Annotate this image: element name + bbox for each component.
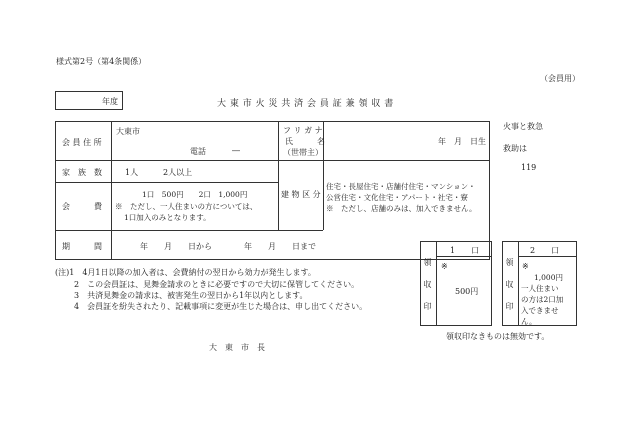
householder-label: （世帯主） <box>283 148 323 157</box>
member-copy-label: （会員用） <box>540 74 580 83</box>
note-3: 3 共済見舞金の請求は、被害発生の翌日から1年以内とします。 <box>74 291 308 300</box>
receipt-1-amount: 500円 <box>455 287 479 296</box>
period-from[interactable]: 年 月 日から <box>140 242 212 251</box>
receipt-2-side-label: 領収印 <box>505 258 514 324</box>
note-2: 2 この会員証は、見舞金請求のときに必要ですので大切に保管してください。 <box>74 280 360 289</box>
emergency-line-1: 火事と救急 <box>503 122 543 131</box>
receipt-2-line: ん。 <box>521 317 537 326</box>
family-option-2[interactable]: 2人以上 <box>163 168 193 177</box>
mayor-signature: 大 東 市 長 <box>209 343 265 352</box>
fee-options[interactable]: 1口 500円 2口 1,000円 <box>142 190 248 199</box>
family-option-1[interactable]: 1人 <box>125 168 139 177</box>
building-label: 建 物 区 分 <box>281 190 321 199</box>
building-types-2[interactable]: 公営住宅・文化住宅・アパート・社宅・寮 <box>326 193 468 202</box>
family-label: 家 族 数 <box>62 168 102 177</box>
note-4: 4 会員証を紛失されたり、記載事項に変更が生じた場合は、申し出てください。 <box>74 302 368 311</box>
emergency-line-2: 救助は <box>503 144 527 153</box>
year-box[interactable] <box>55 91 123 110</box>
address-city[interactable]: 大東市 <box>116 127 140 136</box>
receipt-2-line: の方は2口加 <box>521 295 564 304</box>
fee-note-1: ※ ただし、一人住まいの方については、 <box>115 202 258 211</box>
furigana-label: フ リ ガ ナ <box>283 126 323 135</box>
emergency-number: 119 <box>521 163 537 172</box>
receipt-2-header: 2 口 <box>530 246 560 255</box>
receipt-validity-note: 領収印なきものは無効です。 <box>446 332 550 341</box>
receipt-2-line: 一人住まい <box>521 284 559 293</box>
receipt-1-mark: ※ <box>441 262 448 271</box>
year-label: 年度 <box>102 97 118 106</box>
fee-note-2: 1口加入のみとなります。 <box>124 213 211 222</box>
birth-date[interactable]: 年 月 日生 <box>438 137 486 146</box>
receipt-2-mark: ※ <box>522 262 529 271</box>
form-number: 様式第2号（第4条関係） <box>56 57 147 66</box>
building-types-1[interactable]: 住宅・長屋住宅・店舗付住宅・マンション・ <box>326 182 476 191</box>
receipt-1-header: 1 口 <box>450 246 480 255</box>
note-1: (注)1 4月1日以降の加入者は、会費納付の翌日から効力が発生します。 <box>55 268 316 277</box>
period-label: 期 間 <box>62 242 102 251</box>
phone-dash[interactable]: ― <box>232 146 240 155</box>
receipt-1-side-label: 領収印 <box>423 258 432 324</box>
document-title: 大 東 市 火 災 共 済 会 員 証 兼 領 収 書 <box>217 99 394 109</box>
receipt-2-line: 入できませ <box>521 306 559 315</box>
building-note: ※ ただし、店舗のみは、加入できません。 <box>326 204 477 213</box>
phone-label: 電話 <box>190 147 206 156</box>
address-label: 会 員 住 所 <box>62 138 102 147</box>
name-label: 氏 名 <box>285 137 325 146</box>
receipt-2-line: 1,000円 <box>534 273 563 282</box>
fee-label: 会 費 <box>62 202 102 211</box>
period-to[interactable]: 年 月 日まで <box>244 242 316 251</box>
